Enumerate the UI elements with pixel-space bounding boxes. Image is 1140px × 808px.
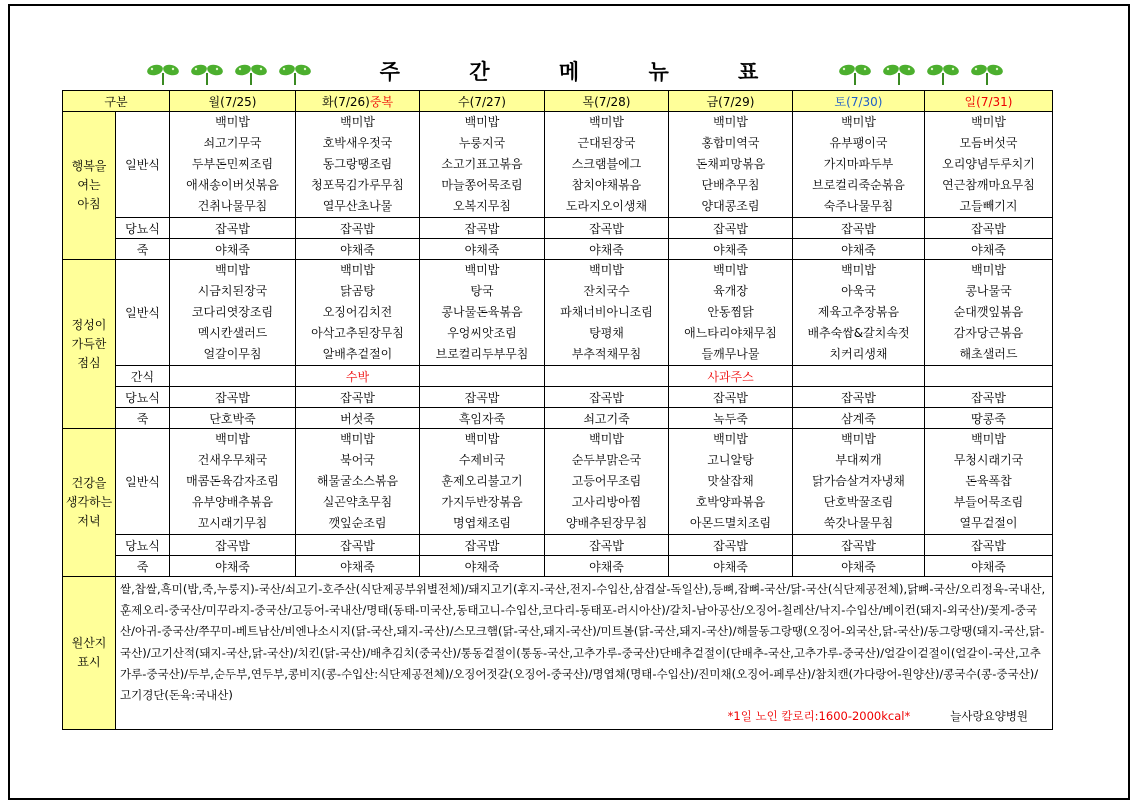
dish-item: 도라지오이생채 bbox=[565, 199, 648, 213]
lunch-porridge-row bbox=[63, 408, 1053, 429]
dish-item: 백미밥 bbox=[713, 263, 748, 277]
dish-item: 백미밥 bbox=[340, 432, 375, 446]
category-label-line: 아침 bbox=[77, 197, 101, 211]
dinner-porridge-row-cell: 야채죽 bbox=[793, 556, 925, 577]
category-label-line: 저녁 bbox=[77, 514, 101, 528]
dinner-porridge-row-cell: 야채죽 bbox=[545, 556, 669, 577]
dish-item: 오복지무침 bbox=[453, 199, 511, 213]
lunch-snack-row-cell: 사과주스 bbox=[669, 366, 793, 387]
lunch-porridge-row-cell: 쇠고기죽 bbox=[545, 408, 669, 429]
dish-item: 가지마파두부 bbox=[823, 157, 894, 171]
lunch-dishes-cell bbox=[420, 260, 545, 366]
dinner-general-row bbox=[63, 429, 1053, 535]
dish-item: 백미밥 bbox=[841, 115, 876, 129]
dish-item: 부추적채무침 bbox=[571, 347, 642, 361]
dish-item: 육개장 bbox=[713, 284, 748, 298]
dish-item: 연근참깨마요무침 bbox=[942, 178, 1035, 192]
category-label-line: 가득한 bbox=[71, 336, 107, 351]
sprout-decoration-right bbox=[838, 60, 1004, 88]
lunch-snack-row-cell: 수박 bbox=[296, 366, 420, 387]
breakfast-general-row bbox=[63, 112, 1053, 218]
dish-item: 고등어무조림 bbox=[571, 474, 642, 488]
dish-item: 순대깻잎볶음 bbox=[953, 305, 1024, 319]
dish-item: 백미밥 bbox=[971, 432, 1006, 446]
day-note-boknal: 중복 bbox=[369, 94, 394, 109]
dish-item: 쇠고기무국 bbox=[203, 136, 262, 150]
dish-item: 마늘쫑어묵조림 bbox=[441, 178, 523, 192]
origin-row bbox=[63, 577, 1053, 730]
dinner-porridge-row-cell: 야채죽 bbox=[296, 556, 420, 577]
lunch-snack-row-cell bbox=[170, 366, 296, 387]
lunch-dishes-cell bbox=[669, 260, 793, 366]
dish-item: 열무겉절이 bbox=[959, 516, 1018, 530]
dish-item: 유부양배추볶음 bbox=[191, 495, 274, 509]
day-header-thu: 목(7/28) bbox=[545, 91, 669, 112]
dinner-dishes-cell bbox=[170, 429, 296, 535]
dish-item: 부들어묵조림 bbox=[953, 495, 1024, 509]
dish-item: 무청시래기국 bbox=[953, 453, 1024, 467]
row-label: 일반식 bbox=[116, 112, 170, 218]
header-row bbox=[63, 91, 1053, 112]
lunch-snack-row-cell bbox=[420, 366, 545, 387]
sprout-icon bbox=[926, 60, 960, 86]
dish-item: 꼬시래기무침 bbox=[197, 516, 268, 530]
dish-item: 브로컬리두부무침 bbox=[435, 347, 529, 361]
dish-item: 쑥갓나물무침 bbox=[823, 516, 894, 530]
dish-item: 백미밥 bbox=[589, 263, 624, 277]
origin-info bbox=[116, 577, 1053, 730]
hospital-name: 늘사랑요양병원 bbox=[950, 709, 1028, 724]
dish-item: 돈육폭찹 bbox=[965, 474, 1012, 488]
day-header-fri: 금(7/29) bbox=[669, 91, 793, 112]
dish-item: 백미밥 bbox=[340, 115, 375, 129]
dish-item: 잔치국수 bbox=[583, 284, 630, 298]
dish-item: 고사리방아찜 bbox=[571, 495, 642, 509]
dish-item: 북어국 bbox=[340, 453, 375, 467]
origin-category bbox=[63, 577, 116, 730]
breakfast-diabetic-row-cell: 잡곡밥 bbox=[170, 218, 296, 239]
breakfast-diabetic-row bbox=[63, 218, 1053, 239]
dish-item: 고들빼기지 bbox=[959, 199, 1018, 213]
row-label: 일반식 bbox=[116, 260, 170, 366]
dish-item: 해물굴소스볶음 bbox=[316, 474, 399, 488]
breakfast-porridge-row-cell: 야채죽 bbox=[545, 239, 669, 260]
dish-item: 얼갈이무침 bbox=[203, 347, 262, 361]
dish-item: 백미밥 bbox=[464, 115, 500, 129]
dish-item: 매콤돈육감자조림 bbox=[186, 474, 279, 488]
breakfast-dishes-cell bbox=[545, 112, 669, 218]
category-label-line: 건강을 bbox=[71, 476, 107, 490]
breakfast-diabetic-row-cell: 잡곡밥 bbox=[925, 218, 1053, 239]
dish-item: 아삭고추된장무침 bbox=[311, 326, 404, 340]
dinner-diabetic-row-cell: 잡곡밥 bbox=[420, 535, 545, 556]
lunch-diabetic-row-cell: 잡곡밥 bbox=[669, 387, 793, 408]
lunch-porridge-row-cell: 녹두죽 bbox=[669, 408, 793, 429]
dish-item: 스크램블에그 bbox=[571, 157, 642, 171]
breakfast-dishes-cell bbox=[669, 112, 793, 218]
category-label-line: 원산지 bbox=[71, 636, 107, 651]
dish-item: 근대된장국 bbox=[577, 136, 636, 150]
dish-item: 유부팽이국 bbox=[829, 136, 888, 150]
breakfast-porridge-row-cell: 야채죽 bbox=[170, 239, 296, 260]
dish-item: 고니알탕 bbox=[707, 453, 754, 467]
breakfast-diabetic-row-cell: 잡곡밥 bbox=[296, 218, 420, 239]
dish-item: 명엽채조림 bbox=[453, 516, 511, 530]
row-label: 당뇨식 bbox=[116, 535, 170, 556]
dinner-porridge-row-cell: 야채죽 bbox=[170, 556, 296, 577]
lunch-dishes-cell bbox=[925, 260, 1053, 366]
breakfast-porridge-row-cell: 야채죽 bbox=[925, 239, 1053, 260]
day-header-mon: 월(7/25) bbox=[170, 91, 296, 112]
origin-footer bbox=[120, 706, 1048, 727]
category-label-line: 정성이 bbox=[71, 317, 107, 332]
dinner-dishes-cell bbox=[925, 429, 1053, 535]
dish-item: 시금치된장국 bbox=[197, 284, 268, 298]
dinner-diabetic-row bbox=[63, 535, 1053, 556]
breakfast-porridge-row-cell: 야채죽 bbox=[793, 239, 925, 260]
dish-item: 코다리엿장조림 bbox=[191, 305, 274, 319]
header-label: 구분 bbox=[63, 91, 170, 112]
dish-item: 우엉씨앗조림 bbox=[447, 326, 517, 340]
dinner-diabetic-row-cell: 잡곡밥 bbox=[669, 535, 793, 556]
lunch-diabetic-row-cell: 잡곡밥 bbox=[925, 387, 1053, 408]
dish-item: 참치야채볶음 bbox=[571, 178, 642, 192]
dish-item: 탕평채 bbox=[589, 326, 624, 340]
lunch-porridge-row-cell: 흑임자죽 bbox=[420, 408, 545, 429]
dish-item: 애새송이버섯볶음 bbox=[186, 178, 279, 192]
dish-item: 해초샐러드 bbox=[959, 347, 1018, 361]
dish-item: 두부돈민찌조림 bbox=[191, 157, 274, 171]
dish-item: 가지두반장볶음 bbox=[441, 495, 523, 509]
lunch-dishes-cell bbox=[296, 260, 420, 366]
dish-item: 부대찌개 bbox=[835, 453, 882, 467]
lunch-diabetic-row bbox=[63, 387, 1053, 408]
dish-item: 수제비국 bbox=[458, 453, 506, 467]
dish-item: 백미밥 bbox=[841, 263, 876, 277]
category-label-line: 표시 bbox=[77, 655, 101, 670]
row-label: 죽 bbox=[116, 239, 170, 260]
dish-item: 들깨무나물 bbox=[701, 347, 760, 361]
lunch-general-row bbox=[63, 260, 1053, 366]
breakfast-dishes-cell bbox=[793, 112, 925, 218]
dish-item: 백미밥 bbox=[589, 115, 624, 129]
dish-item: 오리양념두루치기 bbox=[942, 157, 1035, 171]
row-label: 당뇨식 bbox=[116, 387, 170, 408]
row-label: 일반식 bbox=[116, 429, 170, 535]
dish-item: 호박새우젓국 bbox=[322, 136, 393, 150]
sprout-icon bbox=[838, 60, 872, 86]
day-header-sun: 일(7/31) bbox=[925, 91, 1053, 112]
dish-item: 백미밥 bbox=[215, 263, 250, 277]
dish-item: 열무산초나물 bbox=[322, 199, 393, 213]
day-header-sat: 토(7/30) bbox=[793, 91, 925, 112]
dinner-porridge-row-cell: 야채죽 bbox=[925, 556, 1053, 577]
dish-item: 백미밥 bbox=[340, 263, 375, 277]
dish-item: 제육고추장볶음 bbox=[817, 305, 900, 319]
breakfast-category bbox=[63, 112, 116, 260]
category-label-line: 점심 bbox=[77, 355, 101, 370]
dish-item: 백미밥 bbox=[713, 432, 748, 446]
breakfast-dishes-cell bbox=[170, 112, 296, 218]
lunch-diabetic-row-cell: 잡곡밥 bbox=[545, 387, 669, 408]
dish-item: 파채너비아니조림 bbox=[560, 305, 653, 319]
row-label: 당뇨식 bbox=[116, 218, 170, 239]
breakfast-dishes-cell bbox=[420, 112, 545, 218]
dish-item: 알배추겉절이 bbox=[322, 347, 393, 361]
dish-item: 아욱국 bbox=[841, 284, 876, 298]
page-title: 주 간 메 뉴 표 bbox=[379, 60, 790, 84]
dish-item: 깻잎순조림 bbox=[328, 516, 387, 530]
dish-item: 건새우무채국 bbox=[197, 453, 268, 467]
day-header-wed: 수(7/27) bbox=[420, 91, 545, 112]
breakfast-porridge-row-cell: 야채죽 bbox=[296, 239, 420, 260]
dinner-dishes-cell bbox=[669, 429, 793, 535]
dish-item: 백미밥 bbox=[971, 115, 1006, 129]
lunch-dishes-cell bbox=[170, 260, 296, 366]
dish-item: 모듬버섯국 bbox=[959, 136, 1018, 150]
dish-item: 실곤약초무침 bbox=[322, 495, 393, 509]
dish-item: 누룽지국 bbox=[458, 136, 506, 150]
dinner-dishes-cell bbox=[793, 429, 925, 535]
dinner-diabetic-row-cell: 잡곡밥 bbox=[170, 535, 296, 556]
dish-item: 치커리생채 bbox=[829, 347, 888, 361]
lunch-diabetic-row-cell: 잡곡밥 bbox=[793, 387, 925, 408]
dish-item: 순두부맑은국 bbox=[571, 453, 642, 467]
lunch-snack-row-cell bbox=[545, 366, 669, 387]
lunch-porridge-row-cell: 땅콩죽 bbox=[925, 408, 1053, 429]
dinner-porridge-row-cell: 야채죽 bbox=[669, 556, 793, 577]
dish-item: 백미밥 bbox=[841, 432, 876, 446]
lunch-dishes-cell bbox=[545, 260, 669, 366]
dish-item: 콩나물국 bbox=[965, 284, 1012, 298]
dish-item: 양대콩조림 bbox=[701, 199, 760, 213]
dish-item: 멕시칸샐러드 bbox=[197, 326, 268, 340]
dish-item: 닭가슴살겨자냉채 bbox=[812, 474, 905, 488]
dish-item: 숙주나물무침 bbox=[823, 199, 894, 213]
dinner-dishes-cell bbox=[420, 429, 545, 535]
dish-item: 홍합미역국 bbox=[701, 136, 760, 150]
dish-item: 백미밥 bbox=[589, 432, 624, 446]
row-label: 간식 bbox=[116, 366, 170, 387]
lunch-snack-row bbox=[63, 366, 1053, 387]
dish-item: 훈제오리불고기 bbox=[441, 474, 523, 488]
dish-item: 안동찜닭 bbox=[707, 305, 754, 319]
dish-item: 탕국 bbox=[470, 284, 494, 298]
dish-item: 콩나물돈육볶음 bbox=[441, 305, 523, 319]
dish-item: 백미밥 bbox=[713, 115, 748, 129]
sprout-icon bbox=[882, 60, 916, 86]
breakfast-diabetic-row-cell: 잡곡밥 bbox=[669, 218, 793, 239]
breakfast-diabetic-row-cell: 잡곡밥 bbox=[545, 218, 669, 239]
lunch-snack-row-cell bbox=[925, 366, 1053, 387]
dish-item: 청포묵김가루무침 bbox=[311, 178, 404, 192]
category-label-line: 여는 bbox=[77, 178, 101, 192]
dish-item: 백미밥 bbox=[215, 432, 250, 446]
dish-item: 백미밥 bbox=[464, 432, 500, 446]
dish-item: 건취나물무침 bbox=[197, 199, 268, 213]
dish-item: 배추숙쌈&갈치속젓 bbox=[807, 326, 910, 340]
dish-item: 백미밥 bbox=[971, 263, 1006, 277]
lunch-diabetic-row-cell: 잡곡밥 bbox=[296, 387, 420, 408]
dish-item: 아몬드멸치조림 bbox=[689, 516, 772, 530]
breakfast-porridge-row-cell: 야채죽 bbox=[669, 239, 793, 260]
dish-item: 단호박꿀조림 bbox=[823, 495, 894, 509]
dish-item: 백미밥 bbox=[215, 115, 250, 129]
day-header-tue: 화(7/26)중복 bbox=[296, 91, 420, 112]
dinner-diabetic-row-cell: 잡곡밥 bbox=[925, 535, 1053, 556]
category-label-line: 생각하는 bbox=[65, 495, 113, 509]
lunch-diabetic-row-cell: 잡곡밥 bbox=[170, 387, 296, 408]
dish-item: 오징어김치전 bbox=[322, 305, 393, 319]
lunch-snack-row-cell bbox=[793, 366, 925, 387]
dinner-dishes-cell bbox=[296, 429, 420, 535]
dinner-category bbox=[63, 429, 116, 577]
dish-item: 닭곰탕 bbox=[340, 284, 375, 298]
dinner-diabetic-row-cell: 잡곡밥 bbox=[296, 535, 420, 556]
category-label-line: 행복을 bbox=[71, 159, 107, 173]
breakfast-dishes-cell bbox=[296, 112, 420, 218]
row-label: 죽 bbox=[116, 408, 170, 429]
breakfast-porridge-row-cell: 야채죽 bbox=[420, 239, 545, 260]
dish-item: 맛살잡채 bbox=[707, 474, 754, 488]
dish-item: 호박양파볶음 bbox=[695, 495, 766, 509]
lunch-porridge-row-cell: 버섯죽 bbox=[296, 408, 420, 429]
weekly-menu-table bbox=[62, 90, 1053, 730]
dish-item: 소고기표고볶음 bbox=[441, 157, 523, 171]
dish-item: 동그랑땡조림 bbox=[322, 157, 393, 171]
sprout-icon bbox=[970, 60, 1004, 86]
row-label: 죽 bbox=[116, 556, 170, 577]
dinner-dishes-cell bbox=[545, 429, 669, 535]
breakfast-dishes-cell bbox=[925, 112, 1053, 218]
breakfast-diabetic-row-cell: 잡곡밥 bbox=[793, 218, 925, 239]
calorie-note: *1일 노인 칼로리:1600-2000kcal* bbox=[727, 709, 911, 724]
lunch-category bbox=[63, 260, 116, 429]
breakfast-diabetic-row-cell: 잡곡밥 bbox=[420, 218, 545, 239]
lunch-diabetic-row-cell: 잡곡밥 bbox=[420, 387, 545, 408]
dish-item: 백미밥 bbox=[464, 263, 500, 277]
dish-item: 브로컬리죽순볶음 bbox=[812, 178, 905, 192]
dish-item: 애느타리야채무침 bbox=[684, 326, 777, 340]
dinner-porridge-row bbox=[63, 556, 1053, 577]
dinner-diabetic-row-cell: 잡곡밥 bbox=[545, 535, 669, 556]
origin-text: 쌀,찹쌀,흑미(밥,죽,누룽지)-국산/쇠고기-호주산(식단제공부위별전체)/돼지고기(후지-국산,전지-수입산,삼겹살-독일산),등뼈,잡뼈-국산/닭-국산(식단제공전체),닭뼈-국산/오리정육-국내산,훈제오리-중국산/미꾸라지-중국산/고등어-국내산/명태(동태-미국산,동태고니-수입산,코다리-동태포-러시아산)/갈치-남아공산/오징어-칠레산/낙지-수입산/베이컨(돼지-외국산)/꽃게-중국산/아귀-중국산/쭈꾸미-베트남산/비엔나소시지(닭-국산,돼지-국산)/스모크햄(닭-국산,돼지-국산)/미트볼(닭-국산,돼지-국산)/해물동그랑땡(오징어-외국산,닭-국산)/동그랑땡(돼지-국산,닭-국산)/고기산적(돼지-국산,닭-국산)/치킨(닭-국산)/배추김치(중국산)/통동겉절이(통동-국산,고추가루-중국산)단배추겉절이(단배추-국산,고추가루-중국산)/얼갈이겉절이(얼갈이-국산,고추가루-중국산)/두부,순두부,연두부,콩비지(콩-수입산:식단제공전체)/오징어젓갈(오징어-중국산)/명엽채(명태-수입산)/진미채(오징어-페루산)/참치캔(가다랑어-원양산)/콩국수(콩-중국산)/고기경단(돈육:국내산) bbox=[120, 582, 1046, 703]
lunch-porridge-row-cell: 단호박죽 bbox=[170, 408, 296, 429]
lunch-dishes-cell bbox=[793, 260, 925, 366]
dish-item: 단배추무침 bbox=[701, 178, 760, 192]
dish-item: 돈채피망볶음 bbox=[695, 157, 766, 171]
dish-item: 감자당근볶음 bbox=[953, 326, 1024, 340]
dish-item: 양배추된장무침 bbox=[565, 516, 648, 530]
breakfast-porridge-row bbox=[63, 239, 1053, 260]
dinner-porridge-row-cell: 야채죽 bbox=[420, 556, 545, 577]
dinner-diabetic-row-cell: 잡곡밥 bbox=[793, 535, 925, 556]
lunch-porridge-row-cell: 삼계죽 bbox=[793, 408, 925, 429]
